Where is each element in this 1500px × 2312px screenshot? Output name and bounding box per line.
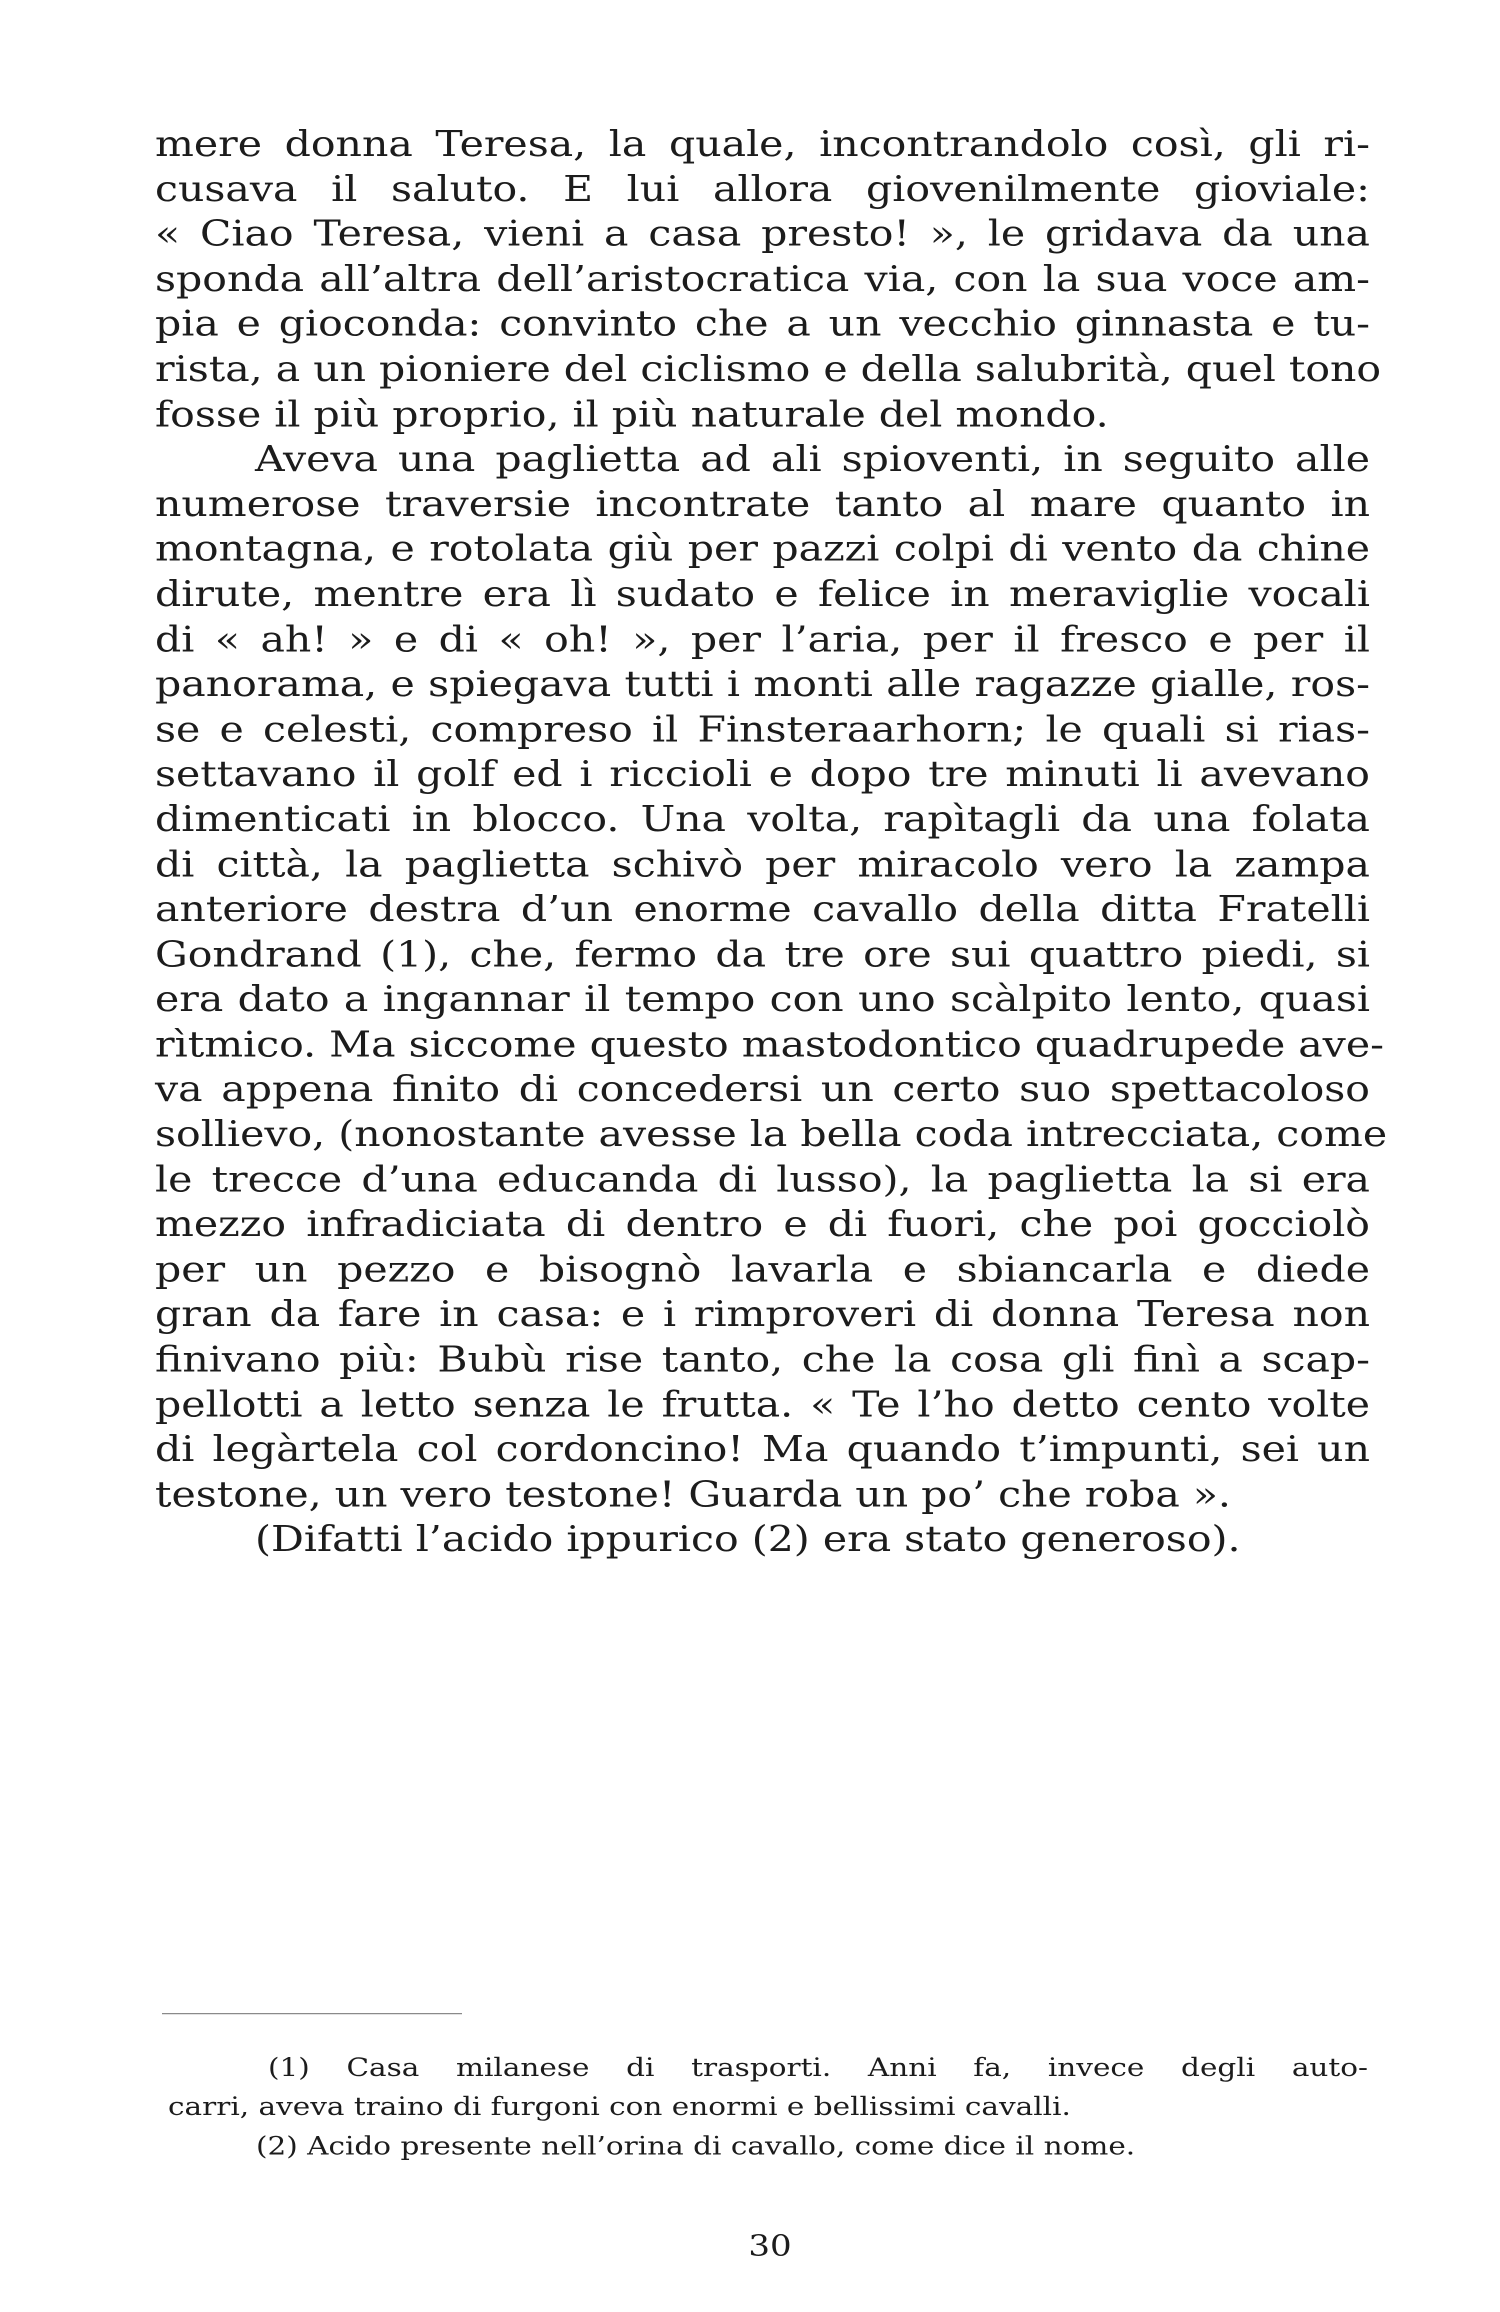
text-line: testone, un vero testone! Guarda un po’ che roba ». — [155, 1473, 1231, 1515]
text-line: era dato a ingannar il tempo con uno scàlpito lento, quasi — [155, 978, 1370, 1020]
paragraph-start-line: Aveva una paglietta ad ali spioventi, in seguito alle — [255, 438, 1370, 480]
page-number: 30 — [748, 2229, 792, 2264]
text-line: di città, la paglietta schivò per miracolo vero la zampa — [155, 843, 1370, 885]
text-line: pia e gioconda: convinto che a un vecchio ginnasta e tu- — [155, 303, 1370, 345]
text-line: se e celesti, compreso il Finsteraarhorn; le quali si rias- — [155, 708, 1370, 750]
text-line: montagna, e rotolata giù per pazzi colpi di vento da chine — [155, 528, 1370, 570]
text-line: settavano il golf ed i riccioli e dopo tre minuti li avevano — [155, 753, 1370, 795]
text-line: va appena finito di concedersi un certo suo spettacoloso — [155, 1068, 1370, 1110]
text-line: di « ah! » e di « oh! », per l’aria, per il fresco e per il — [155, 618, 1370, 660]
footnotes — [168, 2048, 1368, 2166]
footnote-line: carri, aveva traino di furgoni con enormi e bellissimi cavalli. — [168, 2092, 1071, 2122]
text-line: panorama, e spiegava tutti i monti alle ragazze gialle, ros- — [155, 663, 1370, 705]
text-line: gran da fare in casa: e i rimproveri di donna Teresa non — [155, 1293, 1370, 1335]
text-line: pellotti a letto senza le frutta. « Te l’ho detto cento volte — [155, 1383, 1370, 1425]
text-line: rista, a un pioniere del ciclismo e della salubrità, quel tono — [155, 348, 1382, 390]
text-line: numerose traversie incontrate tanto al mare quanto in — [155, 483, 1370, 525]
text-line: rìtmico. Ma siccome questo mastodontico quadrupede ave- — [155, 1023, 1384, 1065]
text-line: dimenticati in blocco. Una volta, rapìtagli da una folata — [155, 798, 1370, 840]
text-line: finivano più: Bubù rise tanto, che la cosa gli finì a scap- — [155, 1338, 1370, 1380]
text-line: di legàrtela col cordoncino! Ma quando t’impunti, sei un — [155, 1428, 1370, 1470]
text-line: per un pezzo e bisognò lavarla e sbiancarla e diede — [155, 1248, 1370, 1290]
paragraph-start-line: (Difatti l’acido ippurico (2) era stato generoso). — [255, 1518, 1241, 1560]
text-line: sponda all’altra dell’aristocratica via, con la sua voce am- — [155, 258, 1370, 300]
text-line: fosse il più proprio, il più naturale del mondo. — [155, 393, 1109, 435]
text-line: « Ciao Teresa, vieni a casa presto! », le gridava da una — [155, 213, 1370, 255]
text-line: anteriore destra d’un enorme cavallo della ditta Fratelli — [155, 888, 1370, 930]
text-line: sollievo, (nonostante avesse la bella coda intrecciata, come — [155, 1113, 1388, 1155]
footnote-separator — [162, 2013, 462, 2014]
footnote-line: (1) Casa milanese di trasporti. Anni fa, invece degli auto- — [268, 2052, 1368, 2082]
text-line: mere donna Teresa, la quale, incontrandolo così, gli ri- — [155, 123, 1370, 165]
text-line: dirute, mentre era lì sudato e felice in meraviglie vocali — [155, 573, 1370, 615]
body-text — [155, 122, 1388, 1563]
text-line: le trecce d’una educanda di lusso), la paglietta la si era — [155, 1158, 1370, 1200]
text-line: Gondrand (1), che, fermo da tre ore sui quattro piedi, si — [155, 933, 1370, 975]
footnote-line: (2) Acido presente nell’orina di cavallo, come dice il nome. — [256, 2131, 1136, 2161]
text-line: mezzo infradiciata di dentro e di fuori, che poi gocciolò — [155, 1203, 1370, 1245]
text-line: cusava il saluto. E lui allora giovenilmente gioviale: — [155, 168, 1370, 210]
